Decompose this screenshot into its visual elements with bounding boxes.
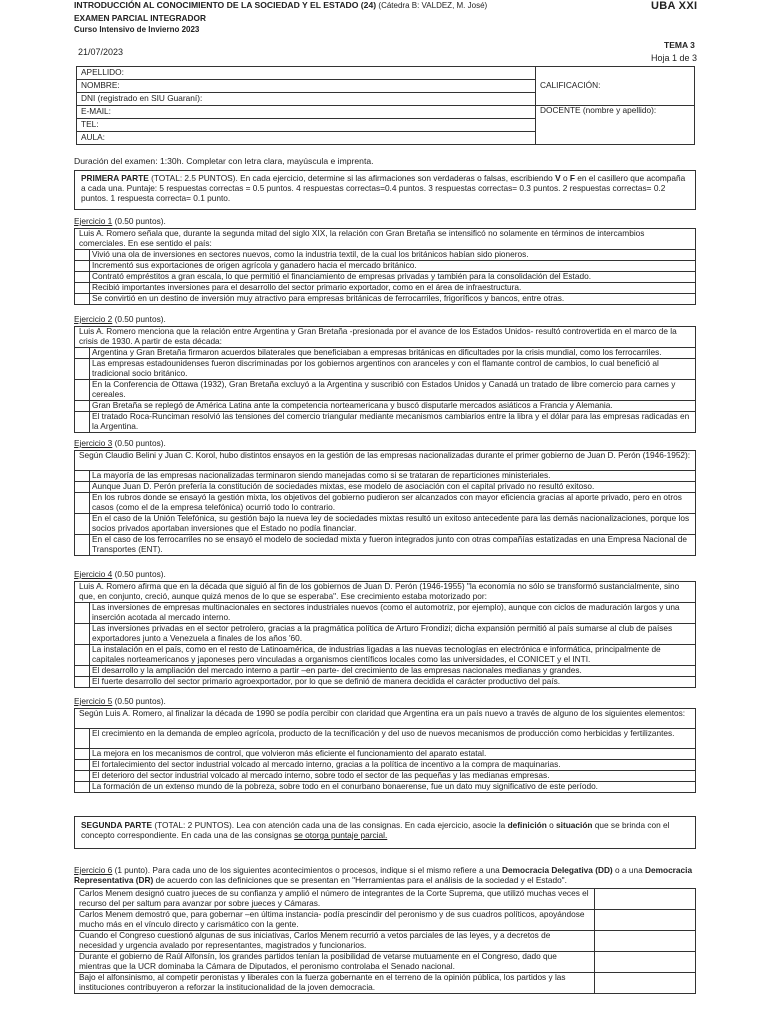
table-row [75, 379, 696, 400]
exercise-4 [74, 570, 696, 688]
partial-score-note: se otorga puntaje parcial. [294, 829, 388, 840]
answer-box[interactable] [75, 513, 90, 534]
answer-box[interactable] [75, 665, 90, 676]
table-row [75, 889, 696, 910]
exercise-points: (0.50 puntos). [114, 216, 166, 226]
exercise-stem: Según Claudio Belini y Juan C. Korol, hubo distintos ensayos en la gestión de las empresas nacionalizadas durante el primer gobierno de Juan D. Perón (1946-1952): [75, 451, 696, 471]
option-text: Contrató empréstitos a gran escala, lo que permitió el financiamiento de empresas privadas y también para la consolidación del Estado. [90, 271, 696, 282]
table-row [75, 931, 696, 952]
table-row [75, 910, 696, 931]
answer-box[interactable] [75, 623, 90, 644]
part1-instructions [74, 170, 696, 210]
option-text: Argentina y Gran Bretaña firmaron acuerdos bilaterales que beneficiaban a empresas británicas en dificultades por la crisis mundial, como los ferrocarriles. [90, 347, 696, 358]
dr-term: Democracia Representativa (DR) [74, 865, 693, 885]
part1-instructions-a: En cada ejercicio, determine si las afirmaciones son verdaderas o falsas, escribiendo [240, 173, 553, 183]
table-row [75, 623, 696, 644]
option-text: Las empresas estadounidenses fueron discriminadas por los gobiernos argentinos con aranceles y con el flamante control de cambios, lo cual benefició al tradicional socio británico. [90, 358, 696, 379]
exercise-label: Ejercicio 3 [74, 438, 113, 448]
exercise-6 [74, 866, 696, 994]
answer-box[interactable] [75, 602, 90, 623]
part2-instr-b: que se brinda con el concepto correspondiente. En cada una de las consignas [81, 820, 670, 840]
exercise-1 [74, 217, 696, 305]
answer-box[interactable] [75, 358, 90, 379]
option-text: Gran Bretaña se replegó de América Latina ante la competencia norteamericana y buscó disputarle mercados asiáticos a Francia y Alemania. [90, 400, 696, 411]
exam-header [74, 0, 704, 37]
option-text: Incrementó sus exportaciones de origen agrícola y ganadero hacia el mercado británico. [90, 260, 696, 271]
option-text: Vivió una ola de inversiones en sectores nuevos, como la industria textil, de la cual los británicos habían sido pioneros. [90, 249, 696, 260]
part1-instructions-b: en el casillero que acompaña a cada una. Puntaje: 5 respuestas correctas = 0.5 puntos. 4 respuestas correctas=0.4 puntos. 3 respuestas correctas= 0.3 puntos. 2 respuestas correctas= 0.2 puntos. 1 respuesta correcta= 0.1 punto. [81, 173, 686, 203]
answer-box[interactable] [75, 471, 90, 482]
answer-box[interactable] [75, 400, 90, 411]
catedra: (Cátedra B: VALDEZ, M. José) [378, 1, 488, 10]
table-row [75, 534, 696, 555]
answer-box[interactable] [75, 760, 90, 771]
definicion-word: definición [507, 820, 547, 830]
situation-text: Bajo el alfonsinismo, al competir peronistas y liberales con la fuerza gobernante en el terreno de la opinión pública, los partidos y las instituciones contribuyeron a reforzar la institucionalidad de la joven democracia. [75, 973, 595, 994]
table-row [75, 513, 696, 534]
exam-type: EXAMEN PARCIAL INTEGRADOR [74, 13, 206, 23]
course-title: INTRODUCCIÓN AL CONOCIMIENTO DE LA SOCIEDAD Y EL ESTADO (24) [74, 0, 377, 10]
exercise-stem: Según Luis A. Romero, al finalizar la década de 1990 se podía percibir con claridad que Argentina era un país nuevo a través de alguno de los siguientes elementos: [75, 709, 696, 729]
table-row [75, 293, 696, 304]
situacion-word: situación [556, 820, 593, 830]
table-row [75, 482, 696, 493]
table-row [75, 952, 696, 973]
exercise-table [74, 228, 696, 305]
exercise-stem: Luis A. Romero señala que, durante la segunda mitad del siglo XIX, la relación con Gran Bretaña se intensificó no solamente en términos de intercambios comerciales. En ese sentido el país: [75, 229, 696, 250]
exercise6-intro-b: de acuerdo con las definiciones que se presentan en "Herramientas para el análisis de la sociedad y el Estado". [155, 874, 567, 885]
f-letter: F [569, 173, 575, 183]
table-row [75, 400, 696, 411]
answer-box[interactable] [75, 782, 90, 793]
table-row [75, 782, 696, 793]
answer-box[interactable] [75, 771, 90, 782]
part2-points: (TOTAL: 2 PUNTOS). [154, 820, 235, 830]
option-text: El crecimiento en la demanda de empleo agrícola, producto de la tecnificación y del uso de nuevos mecanismos de producción como herbicidas y fertilizantes. [90, 729, 696, 749]
docente-field[interactable]: DOCENTE (nombre y apellido): [536, 106, 695, 145]
answer-box[interactable] [75, 347, 90, 358]
exercise-label: Ejercicio 5 [74, 696, 113, 706]
exercise-table [74, 708, 696, 793]
part2-title: SEGUNDA PARTE [81, 820, 152, 830]
v-letter: V [555, 173, 561, 183]
aula-field[interactable]: AULA: [77, 132, 536, 145]
exercise-3 [74, 439, 696, 556]
option-text: Las inversiones de empresas multinacionales en sectores industriales nuevos (como el automotriz, por ejemplo), aunque con ciclos de maduración largos y una inserción acotada al mercado interno. [90, 602, 696, 623]
part1-points: (TOTAL: 2.5 PUNTOS). [151, 173, 238, 183]
answer-box[interactable] [75, 534, 90, 555]
table-row [75, 347, 696, 358]
answer-box[interactable] [595, 910, 696, 931]
option-text: Aunque Juan D. Perón prefería la constitución de sociedades mixtas, ese modelo de asociación con el capital privado no resultó exitoso. [90, 482, 696, 493]
answer-box[interactable] [75, 249, 90, 260]
option-text: La mayoría de las empresas nacionalizadas terminaron siendo manejadas como si se trataran de reparticiones ministeriales. [90, 471, 696, 482]
answer-box[interactable] [75, 729, 90, 749]
exam-term: Curso Intensivo de Invierno 2023 [74, 25, 200, 34]
situation-text: Durante el gobierno de Raúl Alfonsín, los grandes partidos tenían la posibilidad de vetarse mutuamente en el Congreso, dado que mientras que la UCR dominaba la Cámara de Diputados, el peronismo controlaba el Senado nacional. [75, 952, 595, 973]
option-text: El desarrollo y la ampliación del mercado interno a partir –en parte- del crecimiento de las empresas nacionales medianas y grandes. [90, 665, 696, 676]
tema-label: TEMA 3 [664, 40, 695, 50]
option-text: Las inversiones privadas en el sector petrolero, gracias a la pragmática política de Arturo Frondizi; dicha expansión permitió al país sumarse al club de países exportadores junto a Venezuela a finales de los años '60. [90, 623, 696, 644]
option-text: El tratado Roca-Runciman resolvió las tensiones del comercio triangular mediante mecanismos cambiarios entre la libra y el dólar para las empresas radicadas en la Argentina. [90, 411, 696, 432]
apellido-field[interactable]: APELLIDO: [77, 67, 536, 80]
option-text: El deterioro del sector industrial volcado al mercado interno, sobre todo el sector de las pequeñas y las medianas empresas. [90, 771, 696, 782]
table-row [75, 644, 696, 665]
table-row [75, 749, 696, 760]
option-text: En el caso de la Unión Telefónica, su gestión bajo la nueva ley de sociedades mixtas resultó un exitoso antecedente para las demás nacionalizaciones, porque los socios privados aportaban inversiones que el Estado no podía financiar. [90, 513, 696, 534]
exercise6-intro-a: Para cada uno de los siguientes acontecimientos o procesos, indique si el mismo refiere a una [152, 865, 500, 875]
answer-box[interactable] [75, 749, 90, 760]
exercise-points: (0.50 puntos). [114, 569, 166, 579]
exercise-5 [74, 697, 696, 793]
situation-text: Carlos Menem demostró que, para gobernar –en última instancia- podía prescindir del peronismo y de sus cuadros políticos, apoyándose mucho más en el vínculo directo y carismático con la gente. [75, 910, 595, 931]
tel-field[interactable]: TEL: [77, 119, 536, 132]
option-text: La mejora en los mecanismos de control, que volvieron más eficiente el funcionamiento del aparato estatal. [90, 749, 696, 760]
table-row [75, 760, 696, 771]
o-connector: o [549, 820, 554, 830]
page-number: Hoja 1 de 3 [651, 53, 698, 63]
exercise-points: (1 punto). [114, 865, 151, 875]
situation-text: Carlos Menem designó cuatro jueces de su confianza y amplió el número de integrantes de la Corte Suprema, que utilizó muchas veces el recurso del per saltum para avanzar por sobre jueces y Cámaras. [75, 889, 595, 910]
part2-instr-a: Lea con atención cada una de las consignas. En cada ejercicio, asocie la [236, 820, 506, 830]
exercise-points: (0.50 puntos). [114, 696, 166, 706]
exercise-points: (0.50 puntos). [114, 438, 166, 448]
table-row [75, 973, 696, 994]
answer-box[interactable] [75, 260, 90, 271]
table-row [75, 249, 696, 260]
exercise-points: (0.50 puntos). [114, 314, 166, 324]
table-row [75, 260, 696, 271]
o-connector: o a una [615, 865, 643, 875]
exercise-label: Ejercicio 1 [74, 216, 113, 226]
dni-field[interactable]: DNI (registrado en SIU Guaraní): [77, 93, 536, 106]
table-row [75, 665, 696, 676]
uba-logo: UBA XXI [651, 0, 698, 12]
option-text: El fuerte desarrollo del sector primario agroexportador, por lo que se definió de manera decidida el carácter productivo del país. [90, 676, 696, 687]
answer-box[interactable] [75, 482, 90, 493]
table-row [75, 729, 696, 749]
answer-box[interactable] [595, 952, 696, 973]
exercise-table [74, 326, 696, 433]
answer-box[interactable] [595, 931, 696, 952]
table-row [75, 602, 696, 623]
nombre-field[interactable]: NOMBRE: [77, 80, 536, 93]
table-row [75, 271, 696, 282]
option-text: La instalación en el país, como en el resto de Latinoamérica, de industrias ligadas a las nuevas tecnologías en electrónica e informática, principalmente de capitales norteamericanos y japoneses pero vinculadas a organismos científicos locales como las universidades, el CONICET y el INTI. [90, 644, 696, 665]
option-text: En el caso de los ferrocarriles no se ensayó el modelo de sociedad mixta y fueron integrados junto con otras compañías estatizadas en una Empresa Nacional de Transportes (ENT). [90, 534, 696, 555]
exercise-stem: Luis A. Romero menciona que la relación entre Argentina y Gran Bretaña -presionada por el avance de los Estados Unidos- resultó controvertida en el marco de la crisis de 1930. A partir de esta década: [75, 327, 696, 348]
email-field[interactable]: E-MAIL: [77, 106, 536, 119]
exercise-label: Ejercicio 6 [74, 865, 113, 875]
option-text: La formación de un extenso mundo de la pobreza, sobre todo en el conurbano bonaerense, fue un dato muy significativo de este período. [90, 782, 696, 793]
answer-box[interactable] [75, 493, 90, 514]
exam-date: 21/07/2023 [78, 47, 124, 57]
part1-title: PRIMERA PARTE [81, 173, 149, 183]
calificacion-field[interactable]: CALIFICACIÓN: [536, 67, 695, 106]
option-text: En los rubros donde se ensayó la gestión mixta, los objetivos del gobierno pudieron ser alcanzados con mayor eficiencia gracias al aporte privado, pero en otros casos (como el de la empresa telefónica) ocurrió todo lo contrario. [90, 493, 696, 514]
exercise-table [74, 581, 696, 688]
option-text: El fortalecimiento del sector industrial volcado al mercado interno, gracias a la política de incentivo a la compra de maquinarias. [90, 760, 696, 771]
answer-box[interactable] [75, 644, 90, 665]
table-row [75, 493, 696, 514]
exercise-stem: Luis A. Romero afirma que en la década que siguió al fin de los gobiernos de Juan D. Perón (1946-1955) "la economía no sólo se transformó sustancialmente, sino que, en conjunto, creció, aunque quizá menos de lo que se esperaba". Ese crecimiento estaba motorizado por: [75, 582, 696, 603]
exam-duration: Duración del examen: 1:30h. Completar con letra clara, mayúscula e imprenta. [74, 156, 374, 166]
answer-box[interactable] [595, 889, 696, 910]
dd-term: Democracia Delegativa (DD) [502, 865, 613, 875]
exercise-label: Ejercicio 2 [74, 314, 113, 324]
table-row [75, 282, 696, 293]
table-row [75, 411, 696, 432]
answer-box[interactable] [75, 271, 90, 282]
exercise-2 [74, 315, 696, 433]
answer-box[interactable] [75, 411, 90, 432]
table-row [75, 471, 696, 482]
option-text: Se convirtió en un destino de inversión muy atractivo para empresas británicas de ferrocarriles, frigoríficos y bancos, entre otras. [90, 293, 696, 304]
exercise-label: Ejercicio 4 [74, 569, 113, 579]
answer-box[interactable] [75, 293, 90, 304]
answer-box[interactable] [75, 676, 90, 687]
exercise6-table [74, 888, 696, 994]
option-text: En la Conferencia de Ottawa (1932), Gran Bretaña excluyó a la Argentina y suscribió con Estados Unidos y Canadá un tratado de libre comercio para carnes y cereales. [90, 379, 696, 400]
answer-box[interactable] [75, 379, 90, 400]
answer-box[interactable] [595, 973, 696, 994]
situation-text: Cuando el Congreso cuestionó algunas de sus iniciativas, Carlos Menem recurrió a vetos parciales de las leyes, y a decretos de necesidad y urgencia avalado por representantes, magistrados y funcionarios. [75, 931, 595, 952]
table-row [75, 358, 696, 379]
o-connector: o [562, 173, 568, 183]
student-info-table [76, 66, 695, 145]
exercise-table [74, 450, 696, 556]
table-row [75, 771, 696, 782]
option-text: Recibió importantes inversiones para el desarrollo del sector primario exportador, como en el área de infraestructura. [90, 282, 696, 293]
answer-box[interactable] [75, 282, 90, 293]
table-row [75, 676, 696, 687]
part2-instructions [74, 816, 696, 849]
